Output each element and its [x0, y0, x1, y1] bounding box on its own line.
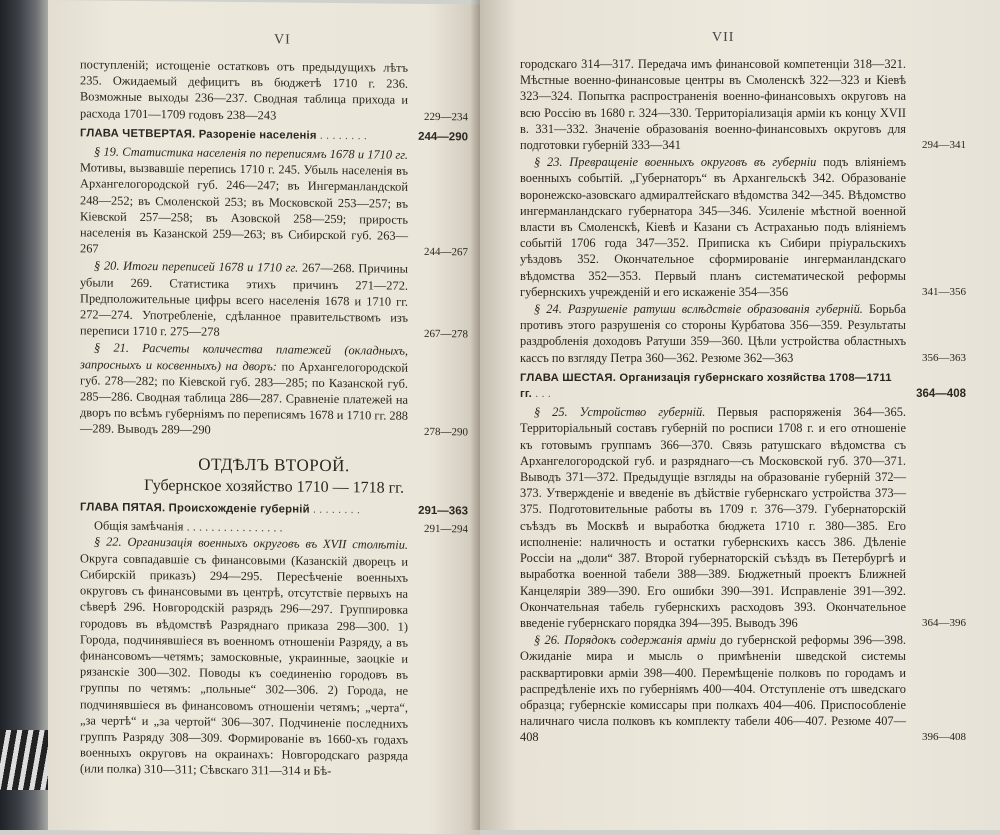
section-page-range: 267—278 — [424, 328, 468, 341]
section-page-range: 341—356 — [922, 285, 966, 298]
toc-section — [80, 258, 468, 343]
section-title: § 22. Организація военныхъ округовъ въ XVII столѣтіи. — [94, 534, 408, 553]
section-text: Борьба противъ этого разрушенія со стороны Курбатова 356—359. Результаты раздробленія доходовъ Ратуши 359—360. Цѣли устройства областныхъ кассъ по взгляду Петра 360—362. Резюме 362—363 — [520, 302, 906, 365]
section-title: § 20. Итоги переписей 1678 и 1710 гг. — [94, 258, 299, 276]
section-title: § 23. Превращеніе военныхъ округовъ въ губерніи — [534, 155, 817, 170]
subentry-text: Общія замѣчанія — [94, 518, 184, 534]
toc-section — [520, 632, 966, 745]
chapter-page-range: 364—408 — [916, 388, 966, 401]
section-title: § 26. Порядокъ содержанія арміи — [534, 633, 716, 648]
toc-page-range: 294—341 — [922, 139, 966, 152]
section-title: § 24. Разрушеніе ратуши вслѣдствіе образованія губерній. — [534, 302, 863, 317]
section-text: до губернской реформы 396—398. Ожиданіе мира и мысль о примѣненіи шведской системы расквартировки арміи 398—400. Перемѣщеніе полковъ по городамъ и распредѣленіе ихъ по губерніямъ 400—404. Отступленіе отъ шведскаго образца; губернскіе комиссары при полкахъ 404—406. Приспособленіе наличнаго числа полковъ къ комплекту табели 406—407. Резюме 407—408 — [520, 633, 906, 745]
toc-entry — [80, 56, 468, 125]
subentry-page-range: 291—294 — [424, 523, 468, 536]
chapter-title: ГЛАВА ШЕСТАЯ. Организація губернскаго хозяйства 1708—1711 гг. — [520, 371, 892, 401]
right-page — [480, 0, 1000, 830]
toc-column — [520, 56, 966, 747]
chapter-title: ГЛАВА ЧЕТВЕРТАЯ. Разореніе населенія — [80, 127, 317, 142]
section-page-range: 278—290 — [424, 426, 468, 439]
cover-edge — [0, 730, 48, 790]
chapter-heading: ГЛАВА ПЯТАЯ. Происхожденіе губерній . . . . . . . . 291—363 — [80, 499, 468, 519]
page-number: VII — [712, 30, 735, 45]
toc-section — [520, 154, 966, 300]
section-text: Мотивы, вызвавшіе перепись 1710 г. 245. Убыль населенія въ Архангелогородской губ. 246—247; въ Ингерманландской 248—252; въ Смоленской 253; въ Московской 253—257; въ Кіевской 257—258; въ Азовской 258—259; прирость населенія въ Казанской 259—263; въ Сибирской губ. 263—267 — [80, 160, 408, 256]
section-page-range: 396—408 — [922, 731, 966, 744]
toc-subentry: Общія замѣчанія . . . . . . . . . . . . . . . . 291—294 — [80, 518, 468, 538]
section-text: 267—268. Причины убыли 269. Статистика этихъ причинъ 271—272. Предположительные цифры всего населенія 1678 и 1710 гг. 272—274. Употребленіе, сдѣланное правительствомъ изъ переписи 1710 г. 275—278 — [80, 261, 408, 340]
chapter-heading: ГЛАВА ШЕСТАЯ. Организація губернскаго хозяйства 1708—1711 гг. . . . 364—408 — [520, 370, 966, 402]
toc-section — [520, 301, 966, 366]
section-text: подъ вліяніемъ военныхъ событій. „Губернаторъ“ въ Архангельскѣ 342. Образованіе воронежско-азовскаго адмиралтейскаго вѣдомства 342—345. Вѣдомство ингерманландскаго губернатора 345—346. Усиленіе мѣстной военной власти въ Смоленскѣ, Кіевѣ и Казани съ Астраханью подъ вліяніемъ событій 1706 года 347—352. Приписка къ Сибири пріуральскихъ уѣздовъ 352. Окончательное сформированіе ингерманландскаго вѣдомства 352—353. Первый планъ систематической реформы губернскихъ учрежденій и его искаженіе 354—356 — [520, 155, 906, 299]
section-text: Округа совпадавшіе съ финансовыми (Казанскій дворецъ и Сибирскій приказъ) 294—295. Пересѣченіе военныхъ округовъ съ финансовыми въ центрѣ, отсутствіе первыхъ на сѣверѣ 296. Новгородскій разрядъ 296—297. Группировка городовъ въ вѣдомствѣ Разряднаго приказа 298—300. 1) Города, подчинявшіеся въ военномъ отношеніи Разряду, а въ финансовомъ—четямъ; замосковные, украинные, заоцкіе и рязанскіе 300—302. Поводы къ соединенію городовъ въ группы по четямъ: „польные“ 302—306. 2) Города, не подчинявшіеся въ финансовомъ отношеніи четямъ; „черта“, „за чертѣ“ и „за чертой“ 306—307. Подчиненіе последнихъ группъ Разряду 308—309. Формированіе въ 1660-хъ годахъ военныхъ округовъ на окраинахъ: Новгородскаго разряда (или полка) 310—311; Сѣвскаго 311—314 и Бѣ- — [80, 551, 408, 779]
book-spine — [0, 0, 48, 830]
section-title: § 19. Статистика населенія по переписямъ 1678 и 1710 гг. — [94, 144, 408, 162]
toc-section — [80, 340, 468, 441]
section-title: § 25. Устройство губерній. — [534, 405, 706, 420]
part-title: ОТДѢЛЪ ВТОРОЙ. — [198, 454, 350, 475]
toc-entry-text: поступленій; истощеніе остатковъ отъ предыдущихъ лѣтъ 235. Ожидаемый дефицитъ въ бюджетѣ 1710 г. 236. Возможные выходы 236—237. Сводная таблица прихода и расхода 1701—1709 годовъ 238—243 — [80, 57, 408, 122]
toc-page-range: 229—234 — [424, 110, 468, 124]
section-page-range: 356—363 — [922, 351, 966, 364]
toc-entry — [520, 56, 966, 153]
toc-section — [520, 404, 966, 631]
toc-entry-text: городскаго 314—317. Передача имъ финансовой компетенціи 318—321. Мѣстные военно-финансовые центры въ Смоленскѣ 322—323 и Кіевѣ 323—324. Попытка распространенія военно-финансовыхъ округовъ на всю Россію въ 1680 г. 324—330. Территоріализація арміи къ концу XVII в. 331—332. Значеніе образованія военно-финансовыхъ округовъ для подготовки губерній 333—341 — [520, 57, 906, 153]
chapter-title: ГЛАВА ПЯТАЯ. Происхожденіе губерній — [80, 501, 310, 516]
section-page-range: 364—396 — [922, 616, 966, 629]
toc-section — [80, 143, 468, 260]
chapter-heading: ГЛАВА ЧЕТВЕРТАЯ. Разореніе населенія . . . . . . . . 244—290 — [80, 125, 468, 145]
part-subtitle: Губернское хозяйство 1710 — 1718 гг. — [144, 476, 404, 497]
section-text: по Архангелогородской губ. 278—282; по Кіевской губ. 283—285; по Казанской губ. 285—286. Сводная таблица 286—287. Сравненіе платежей на дворъ по всѣмъ губерніямъ по переписямъ 1678 и 1710 гг. 288—289. Выводъ 289—290 — [80, 359, 408, 438]
chapter-page-range: 291—363 — [418, 504, 468, 518]
page-number: VI — [274, 32, 291, 48]
section-title: § 21. Расчеты количества платежей (окладныхъ, запросныхъ и косвенныхъ) на дворъ: — [80, 340, 408, 374]
left-page — [48, 0, 480, 835]
section-text: Первыя распоряженія 364—365. Территоріальный составъ губерній по росписи 1708 г. и его отношеніе къ готовымъ группамъ 366—370. Связь ратушскаго вѣдомства съ Архангелогородской губ. и разряднаго—съ Московской губ. 370—371. Выводъ 371—372. Предыдущіе взгляды на образованіе губерній 372—373. Утвержденіе и введеніе въ дѣйствіе губернскаго устройства 373—375. Подготовительные работы въ 1709 г. 376—379. Губернаторскій съѣздъ въ Москвѣ и выработка бюджета 1710 г. 380—385. Его исполненіе: наличность и остатки губернскихъ кассъ 386. Дѣленіе Россіи на „доли“ 387. Второй губернаторскій съѣздъ въ Петербургѣ и выработка военной табели 388—389. Бюджетный проектъ Ближней Канцеляріи 389—390. Его ошибки 390—391. Исправленіе 391—392. Окончательная табель губернскихъ расходовъ 393. Окончательное введеніе губернскаго порядка 394—395. Выводъ 396 — [520, 405, 906, 630]
chapter-page-range: 244—290 — [418, 130, 468, 144]
toc-column — [80, 56, 468, 782]
toc-section — [80, 534, 468, 781]
section-page-range: 244—267 — [424, 246, 468, 259]
